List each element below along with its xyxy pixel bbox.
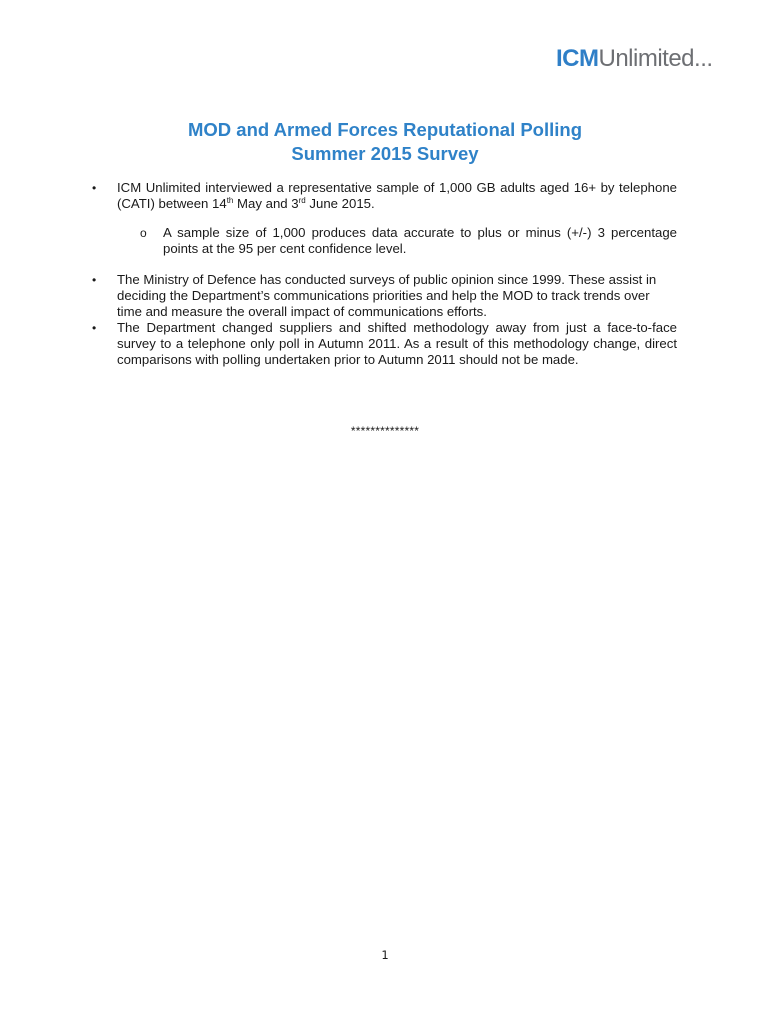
bullet-paragraph-1 <box>117 180 677 212</box>
bullet-marker-3: • <box>92 321 97 335</box>
page-number: 1 <box>381 948 389 962</box>
logo-rest-text: Unlimited... <box>598 45 713 72</box>
bullet-1-text-c: June 2015. <box>305 196 375 211</box>
icm-unlimited-logo <box>556 47 713 71</box>
sub-bullet-marker: o <box>140 226 147 240</box>
bullet-paragraph-3: The Department changed suppliers and shifted methodology away from just a face-to-face survey to a telephone only poll in Autumn 2011. As a result of this methodology change, direct comparisons with polling undertaken prior to Autumn 2011 should not be made. <box>117 320 677 367</box>
bullet-1-sup-th: th <box>226 196 234 205</box>
bullet-marker-1: • <box>92 181 97 195</box>
document-title <box>0 118 770 166</box>
separator-asterisks: ************** <box>350 424 420 438</box>
bullet-1-sup-rd: rd <box>298 196 306 205</box>
title-line-2: Summer 2015 Survey <box>291 143 479 164</box>
logo-brand-text: ICM <box>556 45 599 72</box>
title-line-1: MOD and Armed Forces Reputational Polling <box>187 119 583 140</box>
bullet-1-text-a: ICM Unlimited interviewed a representative sample of 1,000 GB adults aged 16+ by telephone (CATI) between 14 <box>117 180 677 211</box>
bullet-1-text-b: May and 3 <box>233 196 299 211</box>
bullet-paragraph-2: The Ministry of Defence has conducted surveys of public opinion since 1999. These assist in deciding the Department’s communications priorities and help the MOD to track trends over time and measure the overall impact of communications efforts. <box>117 272 657 319</box>
sub-bullet-paragraph: A sample size of 1,000 produces data accurate to plus or minus (+/-) 3 percentage points at the 95 per cent confidence level. <box>163 225 677 256</box>
bullet-marker-2: • <box>92 273 97 287</box>
